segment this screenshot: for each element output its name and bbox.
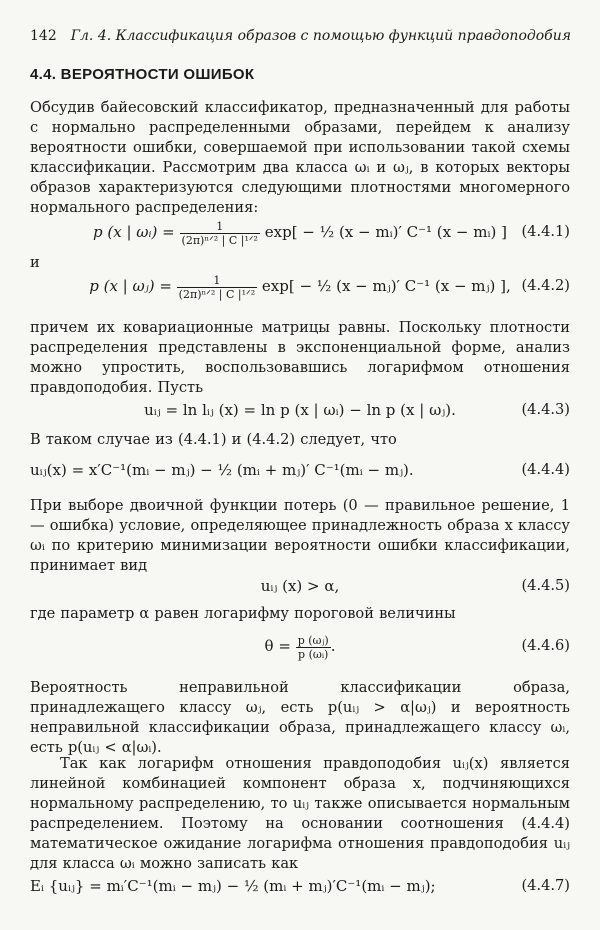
running-header [30, 28, 571, 44]
paragraph-covariance: причем их ковариационные матрицы равны. Поскольку плотности распределения представлены в экспоненциальной форме, анализ можно упростить, воспользовавшись логарифмом отношения правдоподобия. Пусть [30, 319, 570, 396]
eq5-label: (4.4.5) [521, 577, 570, 594]
eq3-body: uᵢⱼ = ln lᵢⱼ (x) = ln p (x | ωᵢ) − ln p (x | ωⱼ). [144, 401, 456, 419]
eq1-fraction: $\frac{1}{\text{(2π)ⁿᐟ² | C |¹ᐟ²}}$ [181, 219, 258, 247]
equation-4-4-1 [30, 214, 570, 250]
eq1-label: (4.4.1) [521, 223, 570, 240]
eq6-tail: . [330, 637, 336, 655]
eq2-fraction: $\frac{1}{\text{(2π)ⁿᐟ² | C |¹ᐟ²}}$ [178, 273, 256, 301]
equation-4-4-2 [30, 268, 570, 304]
eq6-label: (4.4.6) [521, 637, 570, 654]
section-title: 4.4. ВЕРОЯТНОСТИ ОШИБОК [30, 66, 255, 83]
paragraph-then: В таком случае из (4.4.1) и (4.4.2) следует, что [30, 431, 397, 448]
equation-4-4-7 [30, 868, 570, 904]
eq2-lhs: p (x | ωⱼ) = [89, 277, 172, 295]
eq6-lhs: θ = [264, 637, 291, 655]
eq2-rhs: exp[ − ½ (x − mⱼ)′ C⁻¹ (x − mⱼ) ], [261, 277, 511, 295]
equation-4-4-4 [30, 452, 570, 488]
eq4-body: uᵢⱼ(x) = x′C⁻¹(mᵢ − mⱼ) − ½ (mᵢ + mⱼ)′ C⁻¹(mᵢ − mⱼ). [30, 461, 414, 479]
eq7-body: Eᵢ {uᵢⱼ} = mᵢ′C⁻¹(mᵢ − mⱼ) − ½ (mᵢ + mⱼ)′C⁻¹(mᵢ − mⱼ); [30, 877, 436, 895]
eq1-rhs: exp[ − ½ (x − mᵢ)′ C⁻¹ (x − mᵢ) ] [264, 223, 507, 241]
paragraph-alpha: где параметр α равен логарифму пороговой величины [30, 605, 456, 622]
equation-4-4-5 [30, 568, 570, 604]
paragraph-error-probabilities: Вероятность неправильной классификации образа, принадлежащего классу ωⱼ, есть p(uᵢⱼ > α|ωⱼ) и вероятность неправильной классификации образа, принадлежащего классу ωᵢ, есть p(uᵢⱼ < α|ωᵢ). [30, 679, 570, 756]
eq7-label: (4.4.7) [521, 877, 570, 894]
page-number: 142 [30, 28, 57, 44]
equation-4-4-6 [30, 628, 570, 664]
eq1-lhs: p (x | ωᵢ) = [93, 223, 175, 241]
eq5-body: uᵢⱼ (x) > α, [260, 577, 340, 595]
paragraph-intro: Обсудив байесовский классификатор, предназначенный для работы с нормально распределенными образами, перейдем к анализу вероятности ошибки, совершаемой при использовании такой схемы классификации. Рассмотрим два класса ωᵢ и ωⱼ, в которых векторы образов характеризуются следующими плотностями многомерного нормального распределения: [30, 99, 570, 216]
eq2-label: (4.4.2) [521, 277, 570, 294]
paragraph-loss: При выборе двоичной функции потерь (0 — правильное решение, 1 — ошибка) условие, определяющее принадлежность образа x классу ωᵢ по критерию минимизации вероятности ошибки классификации, принимает вид [30, 497, 570, 574]
paragraph-expectation: Так как логарифм отношения правдоподобия uᵢⱼ(x) является линейной комбинацией компонент образа x, подчиняющихся нормальному распределению, то uᵢⱼ также описывается нормальным распределением. Поэтому на основании соотношения (4.4.4) математическое ожидание логарифма отношения правдоподобия uᵢⱼ для класса ωᵢ можно записать как [30, 755, 570, 872]
conjunction-and: и [30, 254, 40, 271]
eq6-fraction: $\frac{\text{p (ωⱼ)}}{\text{p (ωᵢ)}}$ [297, 633, 329, 661]
eq4-label: (4.4.4) [521, 461, 570, 478]
equation-4-4-3 [30, 392, 570, 428]
running-title: Гл. 4. Классификация образов с помощью функций правдоподобия [70, 28, 572, 44]
eq3-label: (4.4.3) [521, 401, 570, 418]
